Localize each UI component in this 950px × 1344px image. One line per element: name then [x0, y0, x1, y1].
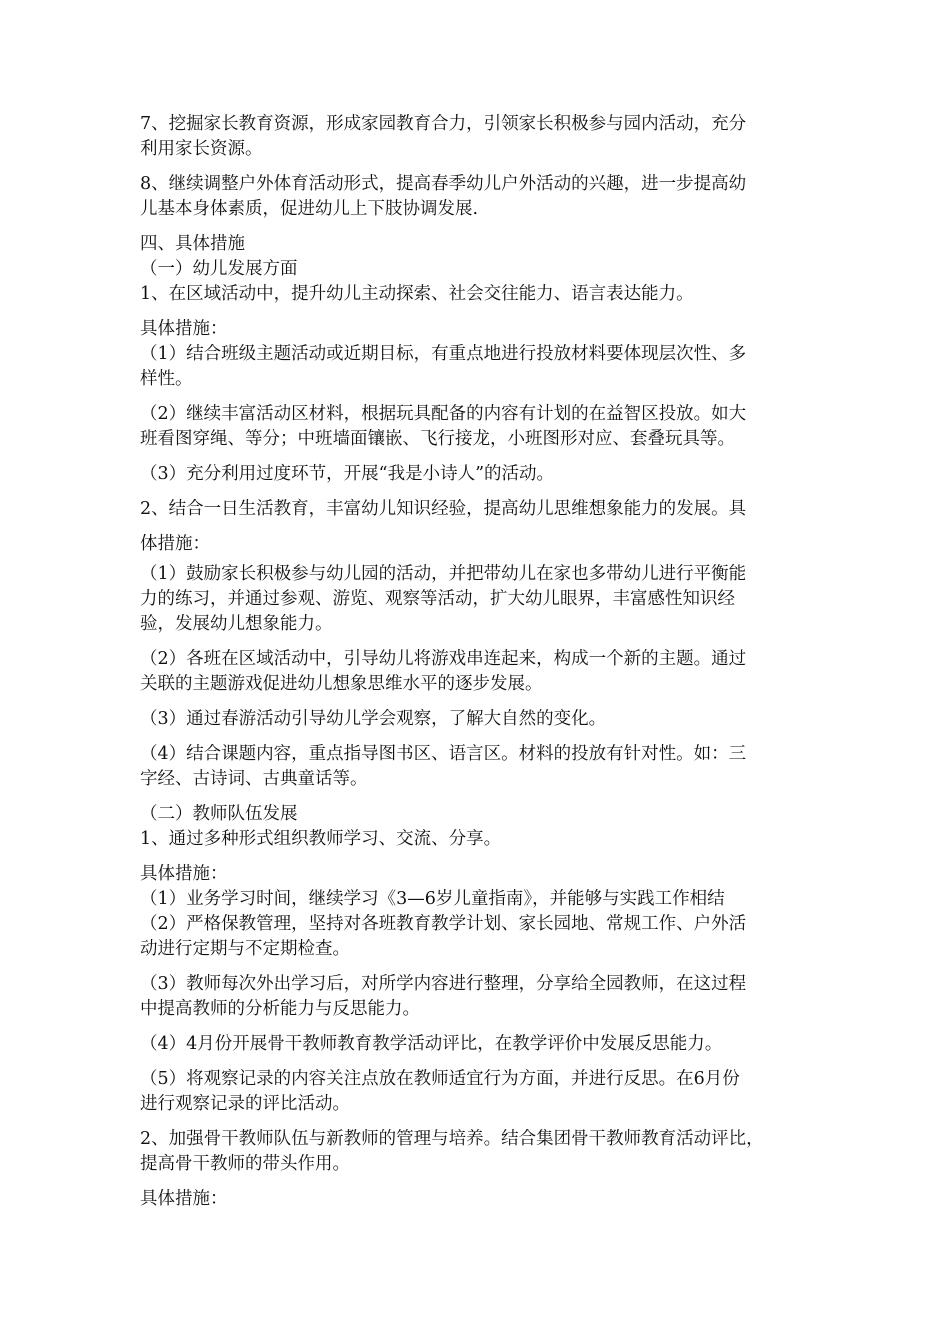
section-heading: 四、具体措施	[140, 234, 245, 254]
subsection-heading: （一）幼儿发展方面	[140, 259, 298, 279]
text-line: 8、继续调整户外体育活动形式，提高春季幼儿户外活动的兴趣，进一步提高幼	[140, 174, 747, 194]
text-line: （1）鼓励家长积极参与幼儿园的活动，并把带幼儿在家也多带幼儿进行平衡能	[140, 564, 747, 584]
text-line: （4）结合课题内容，重点指导图书区、语言区。材料的投放有针对性。如：三	[140, 744, 747, 764]
text-line: 7、挖掘家长教育资源，形成家园教育合力，引领家长积极参与园内活动，充分	[140, 114, 747, 134]
text-line: 具体措施：	[140, 319, 228, 339]
text-line: 具体措施：	[140, 1189, 228, 1209]
text-line: （3）教师每次外出学习后，对所学内容进行整理，分享给全园教师，在这过程	[140, 974, 747, 994]
text-line: 提高骨干教师的带头作用。	[140, 1154, 350, 1174]
text-line: 儿基本身体素质，促进幼儿上下肢协调发展.	[140, 199, 479, 219]
text-line: 字经、古诗词、古典童话等。	[140, 769, 368, 789]
text-line: 班看图穿绳、等分；中班墙面镶嵌、飞行接龙，小班图形对应、套叠玩具等。	[140, 429, 735, 449]
text-line: 体措施：	[140, 534, 210, 554]
text-line: 2、加强骨干教师队伍与新教师的管理与培养。结合集团骨干教师教育活动评比，	[140, 1129, 764, 1149]
text-line: （2）各班在区域活动中，引导幼儿将游戏串连起来，构成一个新的主题。通过	[140, 649, 747, 669]
text-line: 2、结合一日生活教育，丰富幼儿知识经验，提高幼儿思维想象能力的发展。具	[140, 499, 747, 519]
text-line: 1、在区域活动中，提升幼儿主动探索、社会交往能力、语言表达能力。	[140, 284, 694, 304]
text-line: 动进行定期与不定期检查。	[140, 939, 350, 959]
text-line: 具体措施：	[140, 864, 228, 884]
text-line: （1）业务学习时间，继续学习《3—6岁儿童指南》，并能够与实践工作相结	[140, 889, 725, 909]
text-line: 进行观察记录的评比活动。	[140, 1094, 350, 1114]
text-line: 验，发展幼儿想象能力。	[140, 614, 333, 634]
subsection-heading: （二）教师队伍发展	[140, 804, 298, 824]
text-line: （4）4月份开展骨干教师教育教学活动评比，在教学评价中发展反思能力。	[140, 1034, 723, 1054]
text-line: （5）将观察记录的内容关注点放在教师适宜行为方面，并进行反思。在6月份	[140, 1069, 740, 1089]
text-line: 中提高教师的分析能力与反思能力。	[140, 999, 420, 1019]
text-line: 样性。	[140, 369, 193, 389]
text-line: （2）严格保教管理，坚持对各班教育教学计划、家长园地、常规工作、户外活	[140, 914, 747, 934]
text-line: （2）继续丰富活动区材料，根据玩具配备的内容有计划的在益智区投放。如大	[140, 404, 747, 424]
text-line: （3）充分利用过度环节，开展“我是小诗人”的活动。	[140, 464, 555, 484]
text-line: 力的练习，并通过参观、游览、观察等活动，扩大幼儿眼界，丰富感性知识经	[140, 589, 735, 609]
text-line: （3）通过春游活动引导幼儿学会观察，了解大自然的变化。	[140, 709, 607, 729]
text-line: 1、通过多种形式组织教师学习、交流、分享。	[140, 829, 502, 849]
text-line: 关联的主题游戏促进幼儿想象思维水平的逐步发展。	[140, 674, 543, 694]
text-line: 利用家长资源。	[140, 139, 263, 159]
text-line: （1）结合班级主题活动或近期目标，有重点地进行投放材料要体现层次性、多	[140, 344, 747, 364]
